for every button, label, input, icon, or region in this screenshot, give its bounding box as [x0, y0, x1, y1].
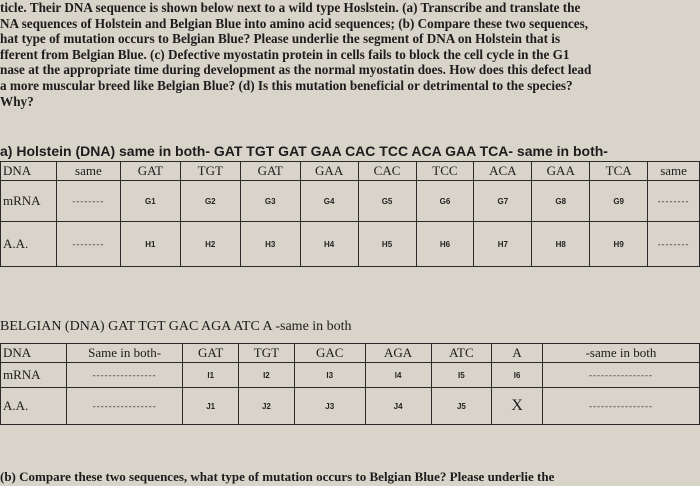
table-cell: I1: [183, 363, 239, 388]
table-cell: CAC: [358, 162, 416, 181]
row-label: DNA: [1, 162, 57, 181]
table-cell: GAA: [532, 162, 590, 181]
table-cell: same: [648, 162, 700, 181]
table-cell: GAT: [240, 162, 300, 181]
table-cell: J3: [294, 388, 365, 425]
belgian-table: [0, 343, 700, 425]
table-cell: --------: [56, 181, 120, 222]
table-cell: GAT: [120, 162, 180, 181]
table-cell: J4: [365, 388, 431, 425]
table-cell: ATC: [431, 344, 492, 363]
table-cell: G8: [532, 181, 590, 222]
table-cell: --------: [648, 181, 700, 222]
table-cell: H1: [120, 222, 180, 267]
table-cell: H8: [532, 222, 590, 267]
table-cell: H4: [300, 222, 358, 267]
table-cell: GAT: [183, 344, 239, 363]
table-cell: H9: [590, 222, 648, 267]
table-cell: GAC: [294, 344, 365, 363]
belgian-mrna-row: [1, 363, 700, 388]
holstein-aa-row: [1, 222, 700, 267]
paragraph-line: ticle. Their DNA sequence is shown below next to a wild type Hoslstein. (a) Transcribe and translate the: [0, 0, 581, 15]
table-cell: TGT: [239, 344, 295, 363]
table-cell: I3: [294, 363, 365, 388]
row-label: DNA: [1, 344, 67, 363]
table-cell: -same in both: [542, 344, 699, 363]
table-cell: G2: [180, 181, 240, 222]
table-cell: J1: [183, 388, 239, 425]
table-cell: AGA: [365, 344, 431, 363]
table-cell: TGT: [180, 162, 240, 181]
row-label: mRNA: [1, 181, 57, 222]
holstein-mrna-row: [1, 181, 700, 222]
row-label: A.A.: [1, 222, 57, 267]
table-cell: I4: [365, 363, 431, 388]
belgian-aa-row: [1, 388, 700, 425]
table-cell: H3: [240, 222, 300, 267]
table-cell: TCC: [416, 162, 474, 181]
table-cell: ACA: [474, 162, 532, 181]
paragraph-line: NA sequences of Holstein and Belgian Blue into amino acid sequences; (b) Compare these two sequences,: [0, 15, 589, 31]
belgian-dna-row: [1, 344, 700, 363]
table-cell: X: [492, 388, 543, 425]
table-cell: G9: [590, 181, 648, 222]
table-cell: ----------------: [542, 363, 699, 388]
table-cell: G5: [358, 181, 416, 222]
table-cell: H5: [358, 222, 416, 267]
table-cell: J5: [431, 388, 492, 425]
table-cell: G3: [240, 181, 300, 222]
table-cell: I2: [239, 363, 295, 388]
table-cell: TCA: [590, 162, 648, 181]
table-cell: ----------------: [66, 388, 183, 425]
row-label: mRNA: [1, 363, 67, 388]
table-cell: G4: [300, 181, 358, 222]
table-cell: same: [56, 162, 120, 181]
table-cell: --------: [648, 222, 700, 267]
table-cell: H6: [416, 222, 474, 267]
paragraph-line: hat type of mutation occurs to Belgian Blue? Please underlie the segment of DNA on Holstein that is: [0, 31, 561, 47]
paragraph-line: Why?: [0, 93, 34, 109]
paragraph-line: nase at the appropriate time during development as the normal myostatin does. How does this defect lead: [0, 62, 592, 78]
table-cell: Same in both-: [66, 344, 183, 363]
table-cell: G7: [474, 181, 532, 222]
table-cell: H7: [474, 222, 532, 267]
table-cell: H2: [180, 222, 240, 267]
holstein-dna-row: [1, 162, 700, 181]
table-cell: A: [492, 344, 543, 363]
table-cell: ----------------: [66, 363, 183, 388]
table-cell: G6: [416, 181, 474, 222]
bottom-question-text: (b) Compare these two sequences, what type of mutation occurs to Belgian Blue? Please underlie the: [0, 469, 555, 484]
table-cell: ----------------: [542, 388, 699, 425]
table-cell: I5: [431, 363, 492, 388]
table-cell: G1: [120, 181, 180, 222]
row-label: A.A.: [1, 388, 67, 425]
paragraph-line: fferent from Belgian Blue. (c) Defective myostatin protein in cells fails to block the cell cycle in the G1: [0, 46, 570, 62]
holstein-table: [0, 161, 700, 267]
table-cell: --------: [56, 222, 120, 267]
question-paragraph: [0, 0, 700, 109]
paragraph-line: a more muscular breed like Belgian Blue? (d) Is this mutation beneficial or detrimental to the species?: [0, 77, 573, 93]
table-cell: J2: [239, 388, 295, 425]
holstein-heading: a) Holstein (DNA) same in both- GAT TGT GAT GAA CAC TCC ACA GAA TCA- same in both-: [0, 143, 608, 159]
table-cell: GAA: [300, 162, 358, 181]
belgian-heading: BELGIAN (DNA) GAT TGT GAC AGA ATC A -same in both: [0, 319, 352, 334]
table-cell: I6: [492, 363, 543, 388]
